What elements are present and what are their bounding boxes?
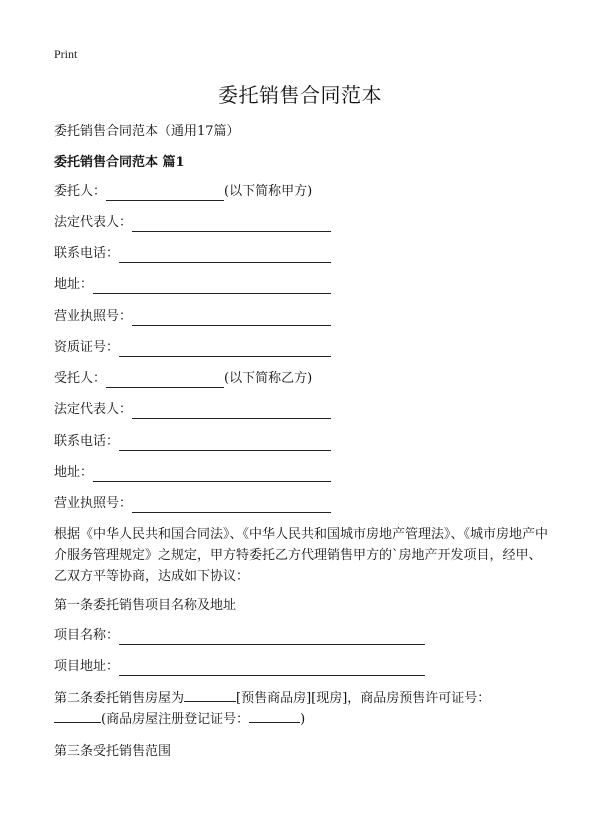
principal-qualification-field xyxy=(54,337,331,357)
principal-suffix: (以下简称甲方) xyxy=(224,184,313,199)
project-address-field xyxy=(54,656,425,676)
article2-middle: [预售商品房][现房]，商品房预售许可证号： xyxy=(236,691,491,706)
section-heading: 委托销售合同范本 篇1 xyxy=(54,155,185,170)
project-address-blank[interactable] xyxy=(119,659,425,676)
agent-legal-rep-label: 法定代表人： xyxy=(54,402,133,417)
agent-address-label: 地址： xyxy=(54,465,94,480)
article2-line2 xyxy=(54,708,305,727)
project-name-label: 项目名称： xyxy=(54,628,120,643)
principal-qualification-blank[interactable] xyxy=(119,340,331,357)
print-link[interactable]: Print xyxy=(54,47,78,61)
agent-suffix: (以下简称乙方) xyxy=(224,371,313,386)
principal-phone-label: 联系电话： xyxy=(54,246,120,261)
agent-address-field xyxy=(54,462,331,482)
document-subtitle: 委托销售合同范本（通用17篇） xyxy=(54,124,240,139)
article2-house-blank[interactable] xyxy=(184,687,236,702)
agent-blank[interactable] xyxy=(106,371,224,388)
article2-cert-prefix: (商品房屋注册登记证号： xyxy=(101,712,250,727)
agent-phone-label: 联系电话： xyxy=(54,434,120,449)
article2-cert-blank[interactable] xyxy=(249,708,300,723)
principal-license-field xyxy=(54,306,331,326)
agent-label: 受托人： xyxy=(54,371,107,386)
article1-title: 第一条委托销售项目名称及地址 xyxy=(54,598,237,613)
agent-phone-field xyxy=(54,431,331,451)
principal-address-field xyxy=(54,274,331,294)
agent-license-blank[interactable] xyxy=(132,496,331,513)
principal-field xyxy=(54,181,312,201)
principal-legal-rep-label: 法定代表人： xyxy=(54,215,133,230)
project-name-field xyxy=(54,625,425,645)
agent-legal-rep-blank[interactable] xyxy=(132,402,331,419)
principal-label: 委托人： xyxy=(54,184,107,199)
agent-field xyxy=(54,368,312,388)
article2-permit-blank[interactable] xyxy=(54,708,101,723)
principal-license-label: 营业执照号： xyxy=(54,309,133,324)
article2-prefix: 第二条委托销售房屋为 xyxy=(54,691,185,706)
principal-phone-blank[interactable] xyxy=(119,246,331,263)
principal-phone-field xyxy=(54,243,331,263)
agent-address-blank[interactable] xyxy=(93,465,331,482)
agent-phone-blank[interactable] xyxy=(119,434,331,451)
article3-title: 第三条受托销售范围 xyxy=(54,744,172,759)
project-address-label: 项目地址： xyxy=(54,659,120,674)
intro-paragraph: 根据《中华人民共和国合同法》、《中华人民共和国城市房地产管理法》、《城市房地产中介服务管理规定》之规定，甲方特委托乙方代理销售甲方的`房地产开发项目，经甲、乙双方平等协商，达成如下协议： xyxy=(54,527,549,584)
principal-address-label: 地址： xyxy=(54,277,94,292)
project-name-blank[interactable] xyxy=(119,628,425,645)
agent-license-field xyxy=(54,493,331,513)
agent-license-label: 营业执照号： xyxy=(54,496,133,511)
principal-legal-rep-blank[interactable] xyxy=(132,215,331,232)
principal-blank[interactable] xyxy=(106,184,224,201)
principal-address-blank[interactable] xyxy=(93,277,331,294)
article2-cert-suffix: ) xyxy=(300,712,306,727)
agent-legal-rep-field xyxy=(54,399,331,419)
principal-qualification-label: 资质证号： xyxy=(54,340,120,355)
article2-line1 xyxy=(54,687,490,706)
document-title: 委托销售合同范本 xyxy=(218,83,382,107)
principal-license-blank[interactable] xyxy=(132,309,331,326)
principal-legal-rep-field xyxy=(54,212,331,232)
